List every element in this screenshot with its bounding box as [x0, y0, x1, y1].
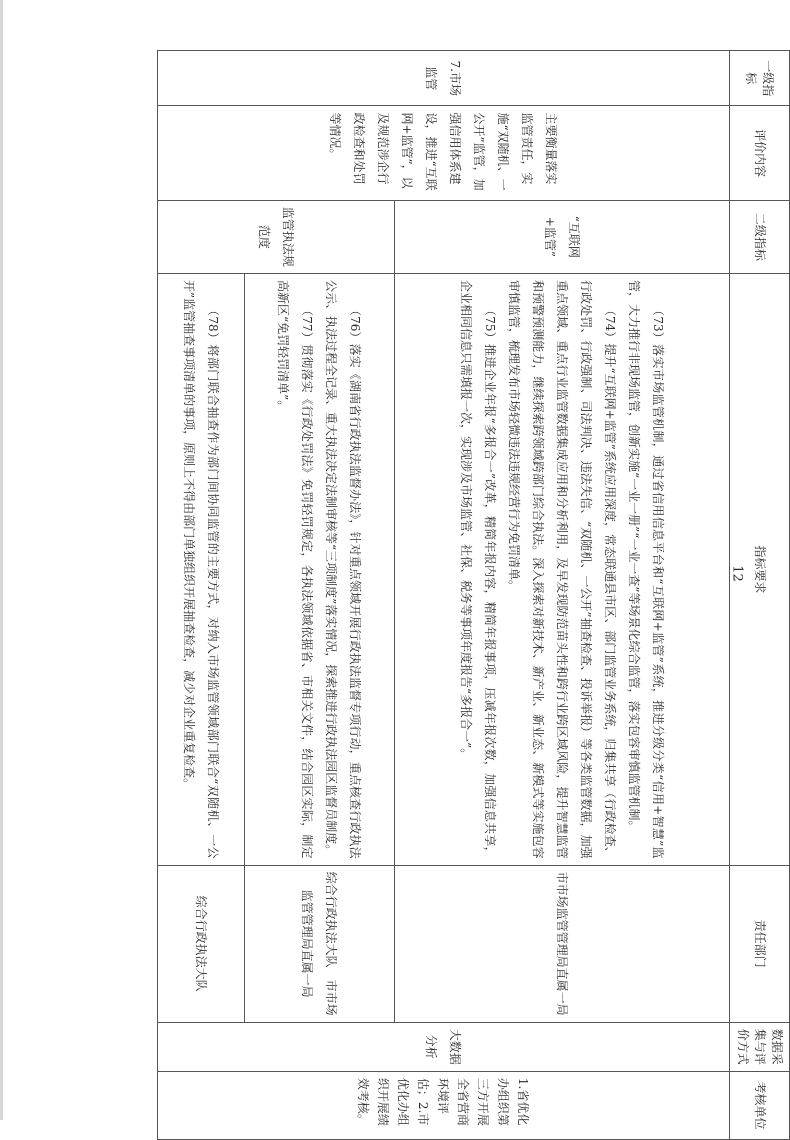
- header-level1: 一级指标: [730, 51, 790, 106]
- data-method-cell: 大数据分析: [158, 1022, 730, 1071]
- requirement-item: （78）将部门联合抽查作为部门间协同监管的主要方式，对纳入市场监管领域部门联合“双随机、一公开”监管抽查事项清单的事项，原则上不得由部门单独组织开展抽查检查，减少对企业重复检查。: [182, 280, 220, 859]
- header-data-method: 数据采集与评价方式: [730, 1022, 790, 1071]
- header-dept: 责任部门: [730, 865, 790, 1022]
- page-number: 12: [729, 565, 745, 582]
- level2-cell: 监管执法规范度: [158, 200, 395, 273]
- requirement-item: （74）提升“互联网+监管”系统应用深度，常态联通县市区、部门监管业务系统，归集共享（行政检查、行政处罚、行政强制、司法判决、违法失信、“双随机、一公开”抽查检查、投诉举报）等各类监管数据，加强重点领域、重点行业监管数据集成应用和分析利用，及早发现防范苗头性和跨行业跨区域风险，提升智慧监管和预警预测能力，继续探索跨领域跨部门综合执法。深入探索对新技术、新产业、新业态、新模式等实施包容审慎监管，梳理发布市场轻微违法违规经营行为免罚清单。: [507, 280, 617, 859]
- requirement-item: （73）落实市场监管机制，通过省信用信息平台和“互联网+监管”系统，推进分级分类“信用+智慧”监管，大力推行非现场监管，创新实施“一业一册”“一业一查”等场景化综合监管，落实包容审慎监管机制。: [627, 280, 665, 859]
- scan-edge: [0, 0, 3, 1120]
- header-row: [730, 51, 790, 1140]
- header-requirements: 指标要求: [730, 274, 790, 866]
- rotated-table-container: [170, 50, 790, 1140]
- level1-cell: 7.市场监管: [158, 51, 730, 106]
- header-level2: 二级指标: [730, 200, 790, 273]
- requirement-item: （76）落实《湖南省行政执法监督办法》，针对重点领域开展行政执法监督专项行动，重点核查行政执法公示、执法过程全记录、重大执法决定法制审核等“三项制度”落实情况，探索推进行政执法园区监督员制度。: [324, 280, 363, 859]
- evaluation-table: [157, 50, 790, 1140]
- dept-cell: 市市场监管管理局直属一局: [395, 865, 730, 1022]
- table-row: [245, 51, 395, 1140]
- content-cell: 主要衡量落实监管责任，实施“双随机、一公开”监管，加强信用体系建设，推进“互联网+监管”，以及规范涉企行政检查和处罚等情况。: [158, 106, 730, 200]
- level2-cell: “互联网+监管”: [395, 200, 730, 273]
- requirements-cell: [158, 274, 245, 866]
- requirement-item: （75）推进企业年报“多报合一”改革，精简年报内容，精简年报事项，压减年报次数，加强信息共享，企业相同信息只需填报一次，实现涉及市场监管、社保、税务等事项年度报告“多报合一”。: [459, 280, 497, 859]
- table-row: [395, 51, 730, 1140]
- assess-unit-cell: 1.省优化办组织第三方开展全省营商环境评估；2.市优化办组织开展绩效考核。: [158, 1071, 730, 1139]
- dept-cell: 综合行政执法大队: [158, 865, 245, 1022]
- header-content: 评价内容: [730, 106, 790, 200]
- requirements-cell: [245, 274, 395, 866]
- requirements-cell: [395, 274, 730, 866]
- header-assess-unit: 考核单位: [730, 1071, 790, 1139]
- dept-cell: 综合行政执法大队 市市场监管管理局直属一局: [245, 865, 395, 1022]
- requirement-item: （77）贯彻落实《行政处罚法》免罚轻罚规定，各执法领域依据省、市相关文件，结合园区实际，制定高新区“免罚轻罚清单”。: [276, 280, 315, 859]
